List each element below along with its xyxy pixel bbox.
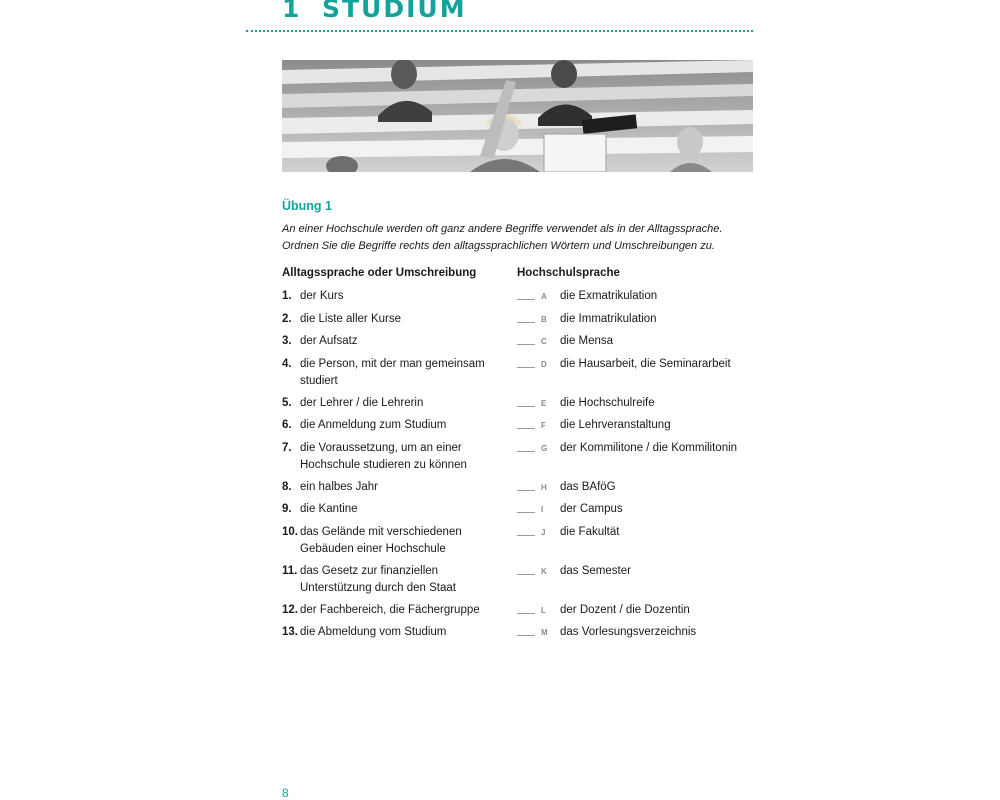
item-text: die Immatrikulation <box>560 313 657 325</box>
item-text: die Hochschulreife <box>560 397 655 409</box>
item-text: der Fachbereich, die Fächergruppe <box>300 604 480 616</box>
item-number: 13. <box>282 626 298 638</box>
item-text: die Exmatrikulation <box>560 290 658 302</box>
exercise-instructions: An einer Hochschule werden oft ganz andere Begriffe verwendet als in der Alltagssprache. Ordnen Sie die Begriffe rechts den alltagssprachlichen Wörtern und Umschreibungen zu. <box>282 223 723 252</box>
dotted-divider <box>246 30 753 32</box>
students-in-lecture-hall-image <box>282 60 753 172</box>
item-letter: F <box>541 421 546 430</box>
answer-blank[interactable] <box>517 344 535 345</box>
item-number: 1. <box>282 290 292 302</box>
right-item <box>517 563 757 580</box>
answer-blank[interactable] <box>517 299 535 300</box>
item-text: die Mensa <box>560 335 614 347</box>
item-text: der Kommilitone / die Kommilitonin <box>560 442 738 454</box>
right-item <box>517 288 757 305</box>
item-letter: E <box>541 399 547 408</box>
item-letter: G <box>541 444 548 453</box>
item-number: 6. <box>282 419 292 431</box>
left-item <box>282 479 502 496</box>
item-letter: A <box>541 292 547 301</box>
item-number: 12. <box>282 604 298 616</box>
item-text: die Fakultät <box>560 526 620 538</box>
left-item <box>282 563 502 596</box>
left-item <box>282 288 502 305</box>
item-text: das Vorlesungsverzeichnis <box>560 626 697 638</box>
item-text: die Liste aller Kurse <box>300 313 401 325</box>
item-text: das BAföG <box>560 481 616 493</box>
left-item <box>282 417 502 434</box>
item-text: die Kantine <box>300 503 358 515</box>
answer-blank[interactable] <box>517 490 535 491</box>
left-item <box>282 333 502 350</box>
item-letter: B <box>541 315 547 324</box>
item-text: ein halbes Jahr <box>300 481 378 493</box>
left-item <box>282 440 502 473</box>
item-text: das Gelände mit verschiedenen Gebäuden einer Hochschule <box>300 526 462 555</box>
answer-blank[interactable] <box>517 451 535 452</box>
answer-blank[interactable] <box>517 367 535 368</box>
right-item <box>517 311 757 328</box>
left-item <box>282 524 502 557</box>
answer-blank[interactable] <box>517 322 535 323</box>
column-header-everyday-language: Alltagssprache oder Umschreibung <box>282 267 477 279</box>
answer-blank[interactable] <box>517 574 535 575</box>
right-item <box>517 602 757 619</box>
answer-blank[interactable] <box>517 406 535 407</box>
item-letter: M <box>541 628 548 637</box>
page-number: 8 <box>282 786 289 800</box>
lecture-hall-photo <box>282 60 753 172</box>
item-letter: K <box>541 567 547 576</box>
item-text: die Abmeldung vom Studium <box>300 626 447 638</box>
item-number: 3. <box>282 335 292 347</box>
left-item <box>282 501 502 518</box>
item-letter: I <box>541 505 544 514</box>
item-letter: L <box>541 606 546 615</box>
item-number: 2. <box>282 313 292 325</box>
item-number: 9. <box>282 503 292 515</box>
left-item <box>282 356 502 389</box>
item-text: die Anmeldung zum Studium <box>300 419 447 431</box>
item-number: 10. <box>282 526 298 538</box>
item-text: der Campus <box>560 503 623 515</box>
left-item <box>282 602 502 619</box>
right-item <box>517 624 757 641</box>
chapter-name: STUDIUM <box>322 0 467 23</box>
item-text: der Lehrer / die Lehrerin <box>300 397 424 409</box>
right-item <box>517 356 757 373</box>
answer-blank[interactable] <box>517 613 535 614</box>
left-item <box>282 395 502 412</box>
item-text: der Kurs <box>300 290 344 302</box>
chapter-number: 1 <box>282 0 302 23</box>
item-number: 4. <box>282 358 292 370</box>
right-item <box>517 417 757 434</box>
right-item <box>517 440 757 457</box>
answer-blank[interactable] <box>517 635 535 636</box>
item-number: 5. <box>282 397 292 409</box>
exercise-title: Übung 1 <box>282 199 332 213</box>
item-number: 7. <box>282 442 292 454</box>
right-item <box>517 479 757 496</box>
left-item <box>282 311 502 328</box>
item-text: die Lehrveranstaltung <box>560 419 671 431</box>
item-letter: J <box>541 528 546 537</box>
item-text: der Dozent / die Dozentin <box>560 604 690 616</box>
item-text: die Hausarbeit, die Seminararbeit <box>560 358 731 370</box>
left-item <box>282 624 502 641</box>
right-item <box>517 501 757 518</box>
item-text: die Person, mit der man gemeinsam studiert <box>300 358 485 387</box>
item-text: das Gesetz zur finanziellen Unterstützung durch den Staat <box>300 565 456 594</box>
answer-blank[interactable] <box>517 535 535 536</box>
item-number: 11. <box>282 565 298 577</box>
right-item <box>517 524 757 541</box>
item-text: der Aufsatz <box>300 335 358 347</box>
item-text: die Voraussetzung, um an einer Hochschule studieren zu können <box>300 442 467 471</box>
answer-blank[interactable] <box>517 512 535 513</box>
chapter-title <box>282 0 467 23</box>
item-letter: D <box>541 360 547 369</box>
item-letter: C <box>541 337 547 346</box>
answer-blank[interactable] <box>517 428 535 429</box>
item-text: das Semester <box>560 565 631 577</box>
item-number: 8. <box>282 481 292 493</box>
right-item <box>517 333 757 350</box>
right-item <box>517 395 757 412</box>
column-header-university-language: Hochschulsprache <box>517 267 620 279</box>
item-letter: H <box>541 483 547 492</box>
